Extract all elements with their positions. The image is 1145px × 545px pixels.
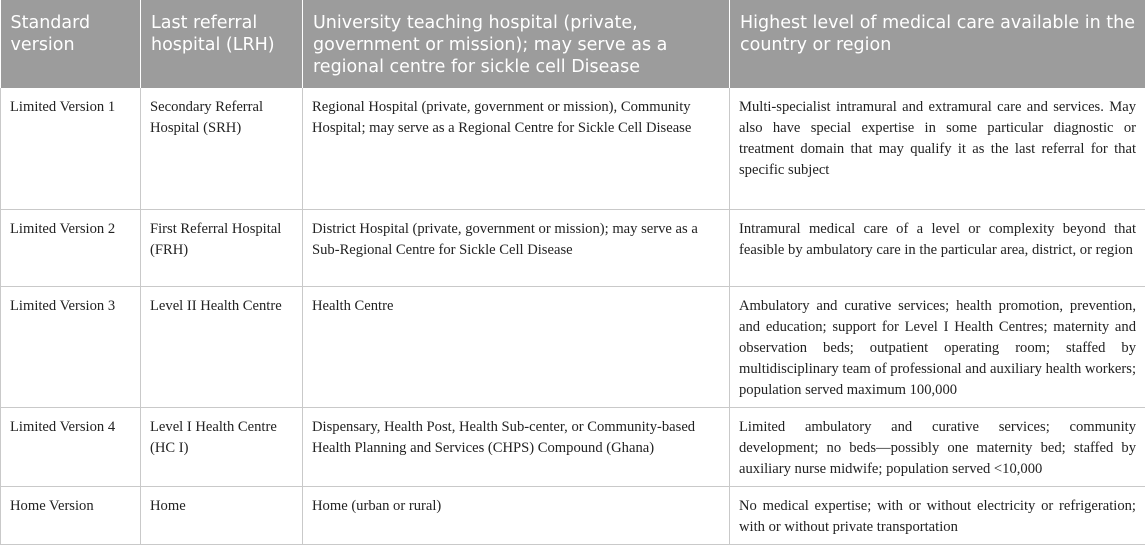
cell-version: Limited Version 4 (1, 407, 141, 486)
cell-facility: District Hospital (private, government or mission); may serve as a Sub-Regional Centre for Sickle Cell Disease (303, 209, 730, 286)
cell-hospital: Level I Health Centre (HC I) (141, 407, 303, 486)
table-row (1, 209, 1145, 286)
cell-hospital: Secondary Referral Hospital (SRH) (141, 88, 303, 209)
header-last-referral-hospital: Last referral hospital (LRH) (141, 0, 303, 88)
header-highest-level-care: Highest level of medical care available in the country or region (730, 0, 1145, 88)
table-row (1, 407, 1145, 486)
cell-care-level: Ambulatory and curative services; health promotion, prevention, and education; support for Level I Health Centres; maternity and observation beds; outpatient operating room; staffed by multidisciplinary team of professional and auxiliary health workers; population served maximum 100,000 (730, 286, 1145, 407)
cell-version: Limited Version 2 (1, 209, 141, 286)
cell-care-level: Intramural medical care of a level or complexity beyond that feasible by ambulatory care in the particular area, district, or region (730, 209, 1145, 286)
cell-facility: Home (urban or rural) (303, 486, 730, 544)
header-row (1, 0, 1145, 88)
table-body (1, 88, 1145, 544)
header-university-teaching-hospital: University teaching hospital (private, government or mission); may serve as a regional centre for sickle cell Disease (303, 0, 730, 88)
header-standard-version: Standard version (1, 0, 141, 88)
cell-hospital: First Referral Hospital (FRH) (141, 209, 303, 286)
cell-care-level: Limited ambulatory and curative services; community development; no beds—possibly one maternity bed; staffed by auxiliary nurse midwife; population served <10,000 (730, 407, 1145, 486)
cell-version: Home Version (1, 486, 141, 544)
cell-care-level: Multi-specialist intramural and extramural care and services. May also have special expertise in some particular diagnostic or treatment domain that may qualify it as the last referral for that specific subject (730, 88, 1145, 209)
cell-care-level: No medical expertise; with or without electricity or refrigeration; with or without private transportation (730, 486, 1145, 544)
cell-version: Limited Version 3 (1, 286, 141, 407)
table-row (1, 486, 1145, 544)
cell-hospital: Home (141, 486, 303, 544)
cell-facility: Regional Hospital (private, government or mission), Community Hospital; may serve as a Regional Centre for Sickle Cell Disease (303, 88, 730, 209)
table-row (1, 88, 1145, 209)
table-header (1, 0, 1145, 88)
cell-version: Limited Version 1 (1, 88, 141, 209)
cell-hospital: Level II Health Centre (141, 286, 303, 407)
cell-facility: Dispensary, Health Post, Health Sub-center, or Community-based Health Planning and Services (CHPS) Compound (Ghana) (303, 407, 730, 486)
cell-facility: Health Centre (303, 286, 730, 407)
table-row (1, 286, 1145, 407)
